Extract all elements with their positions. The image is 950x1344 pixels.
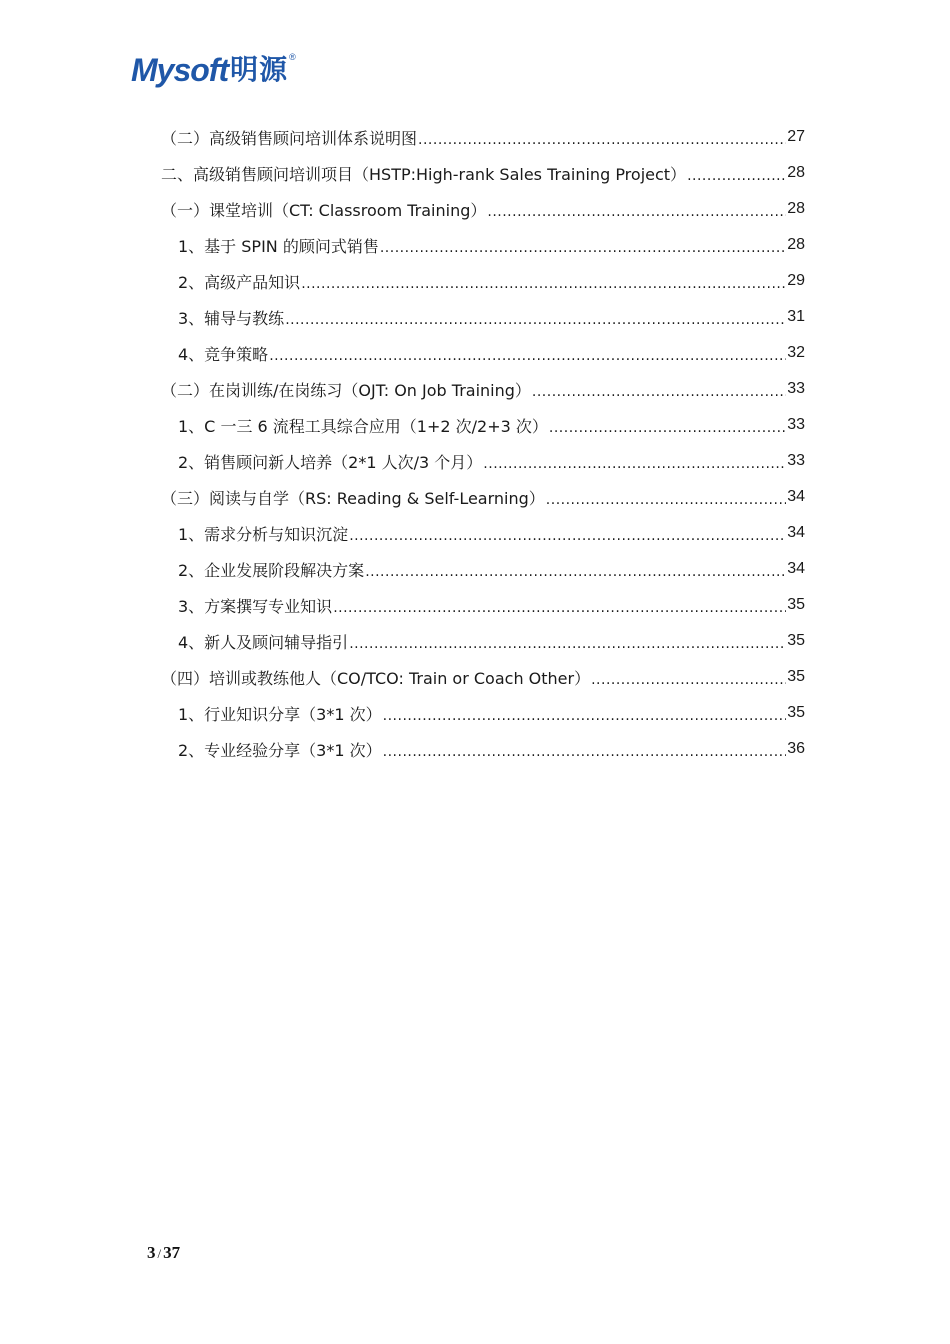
toc-entry[interactable] — [161, 659, 805, 695]
toc-entry[interactable] — [178, 443, 805, 479]
toc-entry-page: 35 — [787, 596, 805, 613]
toc-entry[interactable] — [178, 299, 805, 335]
logo-text-en: Mysoft — [131, 52, 229, 88]
toc-entry-page: 28 — [787, 164, 805, 181]
toc-dot-leader — [349, 638, 786, 659]
toc-entry-title: 1、行业知识分享（3*1 次） — [178, 704, 382, 724]
toc-dot-leader — [483, 458, 786, 479]
toc-dot-leader — [301, 278, 786, 299]
page-separator: / — [157, 1246, 162, 1261]
toc-dot-leader — [349, 530, 786, 551]
toc-entry[interactable] — [178, 407, 805, 443]
toc-entry-page: 34 — [787, 560, 805, 577]
toc-entry-page: 31 — [787, 308, 805, 325]
toc-entry[interactable] — [178, 731, 805, 767]
toc-entry-title: （二）高级销售顾问培训体系说明图 — [161, 128, 418, 148]
total-pages: 37 — [163, 1243, 181, 1262]
toc-entry-title: （四）培训或教练他人（CO/TCO: Train or Coach Other） — [161, 668, 591, 688]
toc-dot-leader — [333, 602, 786, 623]
toc-entry-page: 35 — [787, 632, 805, 649]
toc-entry[interactable] — [178, 227, 805, 263]
registered-mark-icon: ® — [289, 52, 296, 62]
toc-dot-leader — [365, 566, 786, 587]
toc-dot-leader — [546, 494, 786, 515]
toc-dot-leader — [383, 710, 787, 731]
toc-dot-leader — [532, 386, 786, 407]
toc-dot-leader — [591, 674, 786, 695]
toc-entry-title: 2、专业经验分享（3*1 次） — [178, 740, 382, 760]
toc-dot-leader — [487, 206, 786, 227]
toc-entry-title: 4、新人及顾问辅导指引 — [178, 632, 349, 652]
toc-entry[interactable] — [178, 695, 805, 731]
toc-entry-page: 32 — [787, 344, 805, 361]
toc-entry-page: 33 — [787, 452, 805, 469]
toc-dot-leader — [383, 746, 787, 767]
toc-entry-title: 1、基于 SPIN 的顾问式销售 — [178, 236, 379, 256]
toc-dot-leader — [285, 314, 786, 335]
toc-entry[interactable] — [161, 119, 805, 155]
toc-entry-title: （一）课堂培训（CT: Classroom Training） — [161, 200, 487, 220]
page-number — [147, 1243, 180, 1263]
toc-dot-leader — [418, 134, 786, 155]
toc-entry-page: 28 — [787, 200, 805, 217]
toc-entry[interactable] — [161, 479, 805, 515]
toc-entry-title: 1、需求分析与知识沉淀 — [178, 524, 349, 544]
toc-dot-leader — [549, 422, 786, 443]
toc-entry-page: 35 — [787, 668, 805, 685]
toc-entry-title: 2、销售顾问新人培养（2*1 人次/3 个月） — [178, 452, 483, 472]
toc-entry-title: 3、辅导与教练 — [178, 308, 285, 328]
toc-dot-leader — [269, 350, 786, 371]
toc-entry[interactable] — [178, 587, 805, 623]
toc-entry-page: 36 — [787, 740, 805, 757]
toc-entry-page: 34 — [787, 488, 805, 505]
toc-entry[interactable] — [178, 623, 805, 659]
toc-entry-page: 35 — [787, 704, 805, 721]
toc-entry[interactable] — [161, 155, 805, 191]
toc-dot-leader — [380, 242, 786, 263]
current-page: 3 — [147, 1243, 156, 1262]
toc-entry-page: 29 — [787, 272, 805, 289]
toc-entry-page: 34 — [787, 524, 805, 541]
toc-entry-title: （三）阅读与自学（RS: Reading & Self-Learning） — [161, 488, 545, 508]
toc-entry[interactable] — [161, 191, 805, 227]
mysoft-logo — [131, 50, 296, 90]
toc-entry-title: （二）在岗训练/在岗练习（OJT: On Job Training） — [161, 380, 531, 400]
toc-entry-page: 33 — [787, 416, 805, 433]
toc-entry-title: 2、企业发展阶段解决方案 — [178, 560, 365, 580]
toc-entry-title: 3、方案撰写专业知识 — [178, 596, 333, 616]
toc-entry-title: 4、竞争策略 — [178, 344, 269, 364]
toc-entry[interactable] — [178, 335, 805, 371]
toc-entry[interactable] — [178, 551, 805, 587]
toc-entry[interactable] — [161, 371, 805, 407]
toc-entry-title: 2、高级产品知识 — [178, 272, 301, 292]
toc-entry-page: 33 — [787, 380, 805, 397]
logo-text-cn: 明源 — [230, 53, 289, 86]
toc-entry-page: 27 — [787, 128, 805, 145]
toc-entry[interactable] — [178, 263, 805, 299]
toc-entry-title: 1、C 一三 6 流程工具综合应用（1+2 次/2+3 次） — [178, 416, 548, 436]
toc-entry[interactable] — [178, 515, 805, 551]
toc-entry-page: 28 — [787, 236, 805, 253]
toc-entry-title: 二、高级销售顾问培训项目（HSTP:High-rank Sales Training Project） — [161, 164, 687, 184]
toc-dot-leader — [687, 170, 786, 191]
